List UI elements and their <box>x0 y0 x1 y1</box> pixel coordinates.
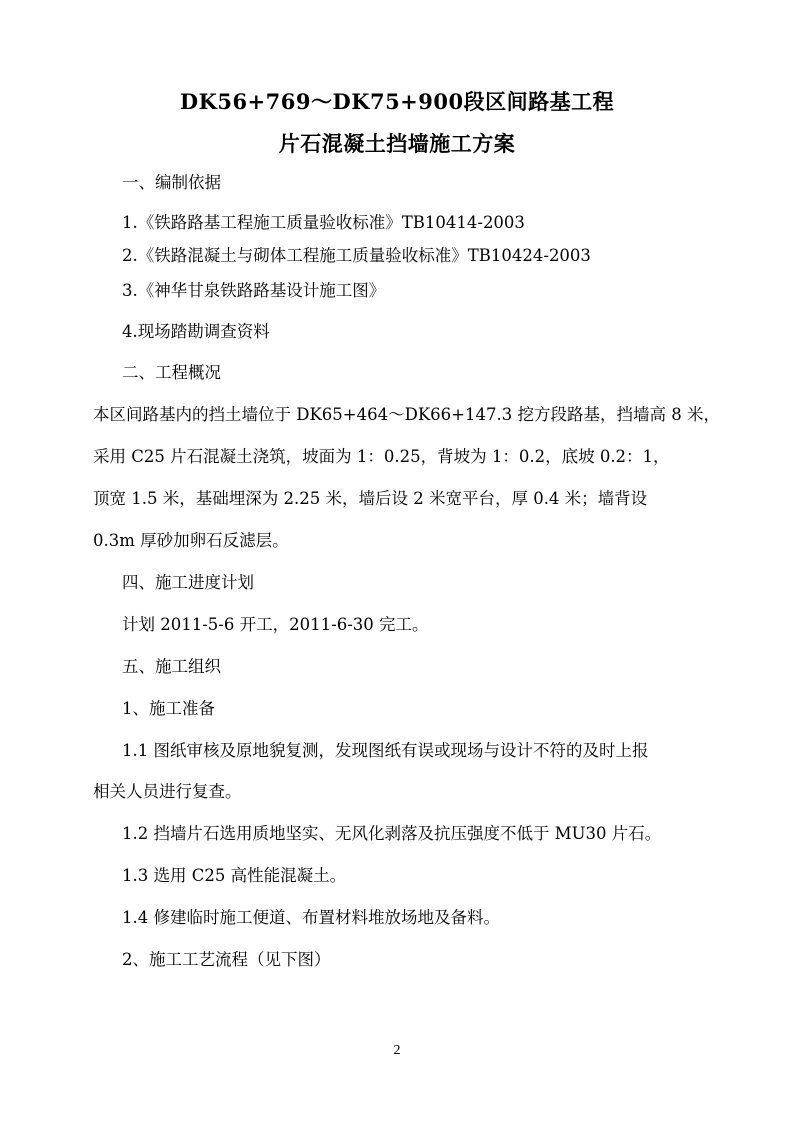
page-number: 2 <box>393 1043 401 1058</box>
prep-item-1-3: 1.3 选用 C25 高性能混凝土。 <box>122 866 347 885</box>
section-heading-schedule: 四、施工进度计划 <box>122 573 254 592</box>
basis-item: 4.现场踏勘调查资料 <box>122 322 270 341</box>
prep-item-1-4: 1.4 修建临时施工便道、布置材料堆放场地及备料。 <box>122 908 500 927</box>
section-heading-overview: 二、工程概况 <box>122 363 221 382</box>
basis-item: 1.《铁路路基工程施工质量验收标准》TB10414-2003 <box>122 213 525 232</box>
overview-line: 采用 C25 片石混凝土浇筑，坡面为 1：0.25，背坡为 1：0.2，底坡 0.2：1， <box>93 447 670 466</box>
section-heading-basis: 一、编制依据 <box>122 173 221 192</box>
basis-item: 3.《神华甘泉铁路路基设计施工图》 <box>122 281 386 300</box>
subsection-heading-process-flow: 2、施工工艺流程（见下图） <box>122 950 331 969</box>
subsection-heading-preparation: 1、施工准备 <box>122 699 215 718</box>
section-heading-organization: 五、施工组织 <box>122 657 221 676</box>
prep-item-1-1-continued: 相关人员进行复查。 <box>93 782 242 801</box>
basis-item: 2.《铁路混凝土与砌体工程施工质量验收标准》TB10424-2003 <box>122 246 591 265</box>
document-title-line-1: DK56+769～DK75+900段区间路基工程 <box>179 89 615 114</box>
overview-line: 本区间路基内的挡土墙位于 DK65+464～DK66+147.3 挖方段路基，挡墙高 8 米， <box>93 405 720 424</box>
overview-line: 0.3m 厚砂加卵石反滤层。 <box>93 531 289 550</box>
prep-item-1-1: 1.1 图纸审核及原地貌复测，发现图纸有误或现场与设计不符的及时上报 <box>122 741 649 760</box>
document-title-line-2: 片石混凝土挡墙施工方案 <box>278 131 516 156</box>
prep-item-1-2: 1.2 挡墙片石选用质地坚实、无风化剥落及抗压强度不低于 MU30 片石。 <box>122 824 662 843</box>
schedule-text: 计划 2011-5-6 开工，2011-6-30 完工。 <box>122 615 429 634</box>
overview-line: 顶宽 1.5 米，基础埋深为 2.25 米，墙后设 2 米宽平台，厚 0.4 米；墙背设 <box>93 489 648 508</box>
